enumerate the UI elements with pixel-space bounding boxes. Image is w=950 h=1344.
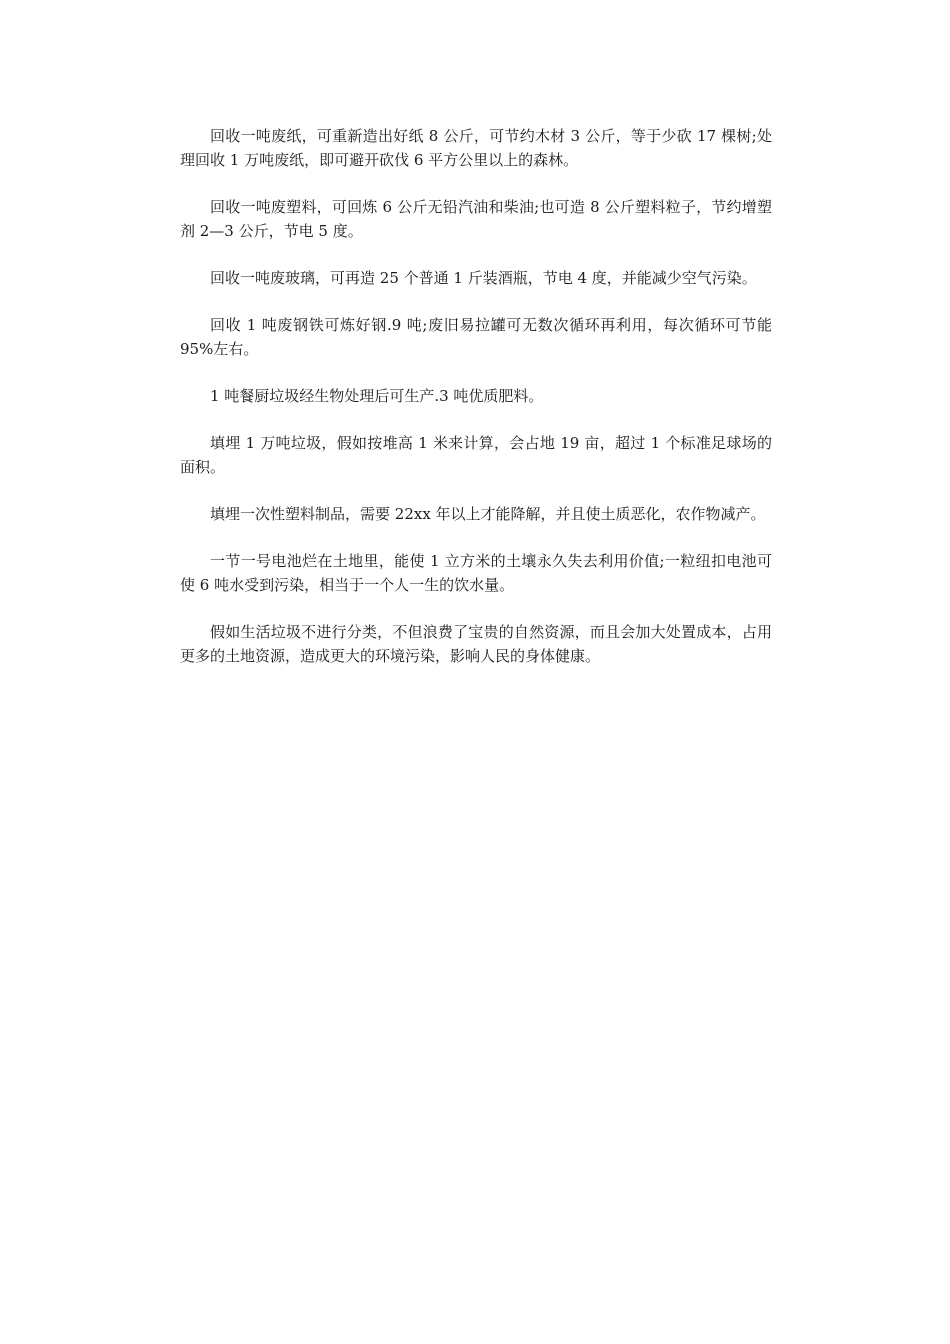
document-body [180,124,772,691]
paragraph-kitchen-waste: 1 吨餐厨垃圾经生物处理后可生产.3 吨优质肥料。 [210,387,544,405]
paragraph-steel-recycling: 回收 1 吨废钢铁可炼好钢.9 吨;废旧易拉罐可无数次循环再利用，每次循环可节能 95%左右。 [180,316,772,358]
paragraph-landfill-area: 填埋 1 万吨垃圾，假如按堆高 1 米来计算，会占地 19 亩，超过 1 个标准足球场的面积。 [180,434,772,476]
paragraph-battery-pollution: 一节一号电池烂在土地里，能使 1 立方米的土壤永久失去利用价值;一粒纽扣电池可使 6 吨水受到污染，相当于一个人一生的饮水量。 [180,552,772,594]
paragraph-plastic-landfill: 填埋一次性塑料制品，需要 22xx 年以上才能降解，并且使土质恶化，农作物减产。 [210,505,766,523]
paragraph-paper-recycling: 回收一吨废纸，可重新造出好纸 8 公斤，可节约木材 3 公斤，等于少砍 17 棵树;处理回收 1 万吨废纸，即可避开砍伐 6 平方公里以上的森林。 [180,127,772,169]
paragraph-glass-recycling: 回收一吨废玻璃，可再造 25 个普通 1 斤装酒瓶，节电 4 度，并能减少空气污染。 [210,269,757,287]
paragraph-sorting-importance: 假如生活垃圾不进行分类，不但浪费了宝贵的自然资源，而且会加大处置成本，占用更多的土地资源，造成更大的环境污染，影响人民的身体健康。 [180,623,772,665]
paragraph-plastic-recycling: 回收一吨废塑料，可回炼 6 公斤无铅汽油和柴油;也可造 8 公斤塑料粒子，节约增塑剂 2—3 公斤，节电 5 度。 [180,198,772,240]
